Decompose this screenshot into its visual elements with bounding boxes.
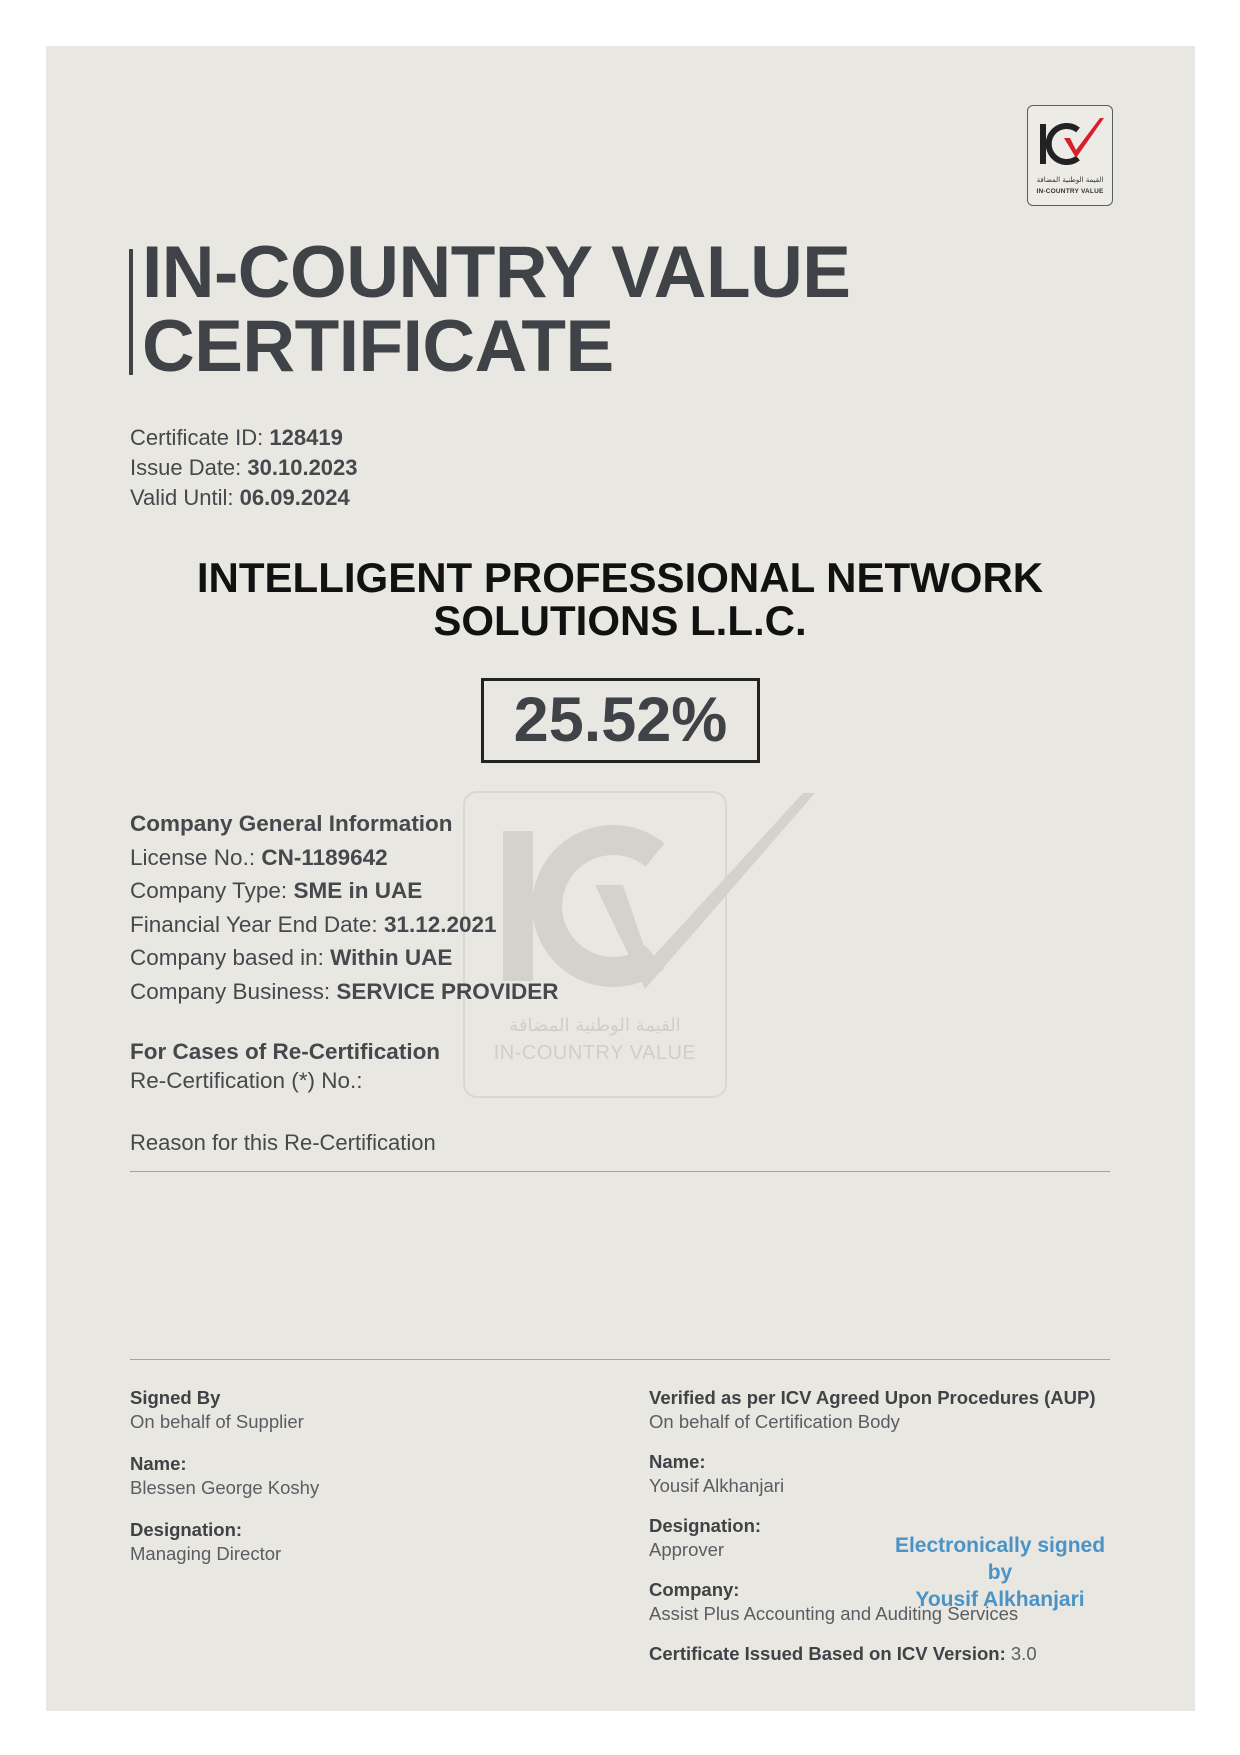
- company-type-label: Company Type:: [130, 878, 288, 903]
- title-accent-bar: [129, 249, 133, 375]
- supplier-name-value: Blessen George Koshy: [130, 1477, 320, 1498]
- license-value: CN-1189642: [261, 844, 388, 870]
- certificate-meta: [130, 423, 358, 513]
- financial-year-row: [130, 908, 559, 942]
- icv-version-row: [649, 1642, 1129, 1666]
- company-general-information: [130, 807, 559, 1008]
- company-name-line-2: SOLUTIONS L.L.C.: [433, 597, 807, 644]
- certifier-company-label: Company:: [649, 1579, 740, 1600]
- company-type-row: [130, 874, 559, 908]
- general-info-heading: Company General Information: [130, 811, 453, 836]
- license-label: License No.:: [130, 844, 256, 870]
- certificate-id-value: 128419: [269, 425, 343, 450]
- recertification-reason-label: Reason for this Re-Certification: [130, 1130, 436, 1155]
- certifier-company-value: Assist Plus Accounting and Auditing Services: [649, 1603, 1019, 1624]
- valid-until-label: Valid Until:: [130, 485, 234, 510]
- divider: [130, 1359, 1110, 1360]
- financial-year-label: Financial Year End Date:: [130, 911, 378, 937]
- certifier-name-label: Name:: [649, 1451, 706, 1472]
- title-line-2: CERTIFICATE: [142, 306, 614, 387]
- license-row: [130, 841, 559, 875]
- title-line-1: IN-COUNTRY VALUE: [142, 232, 851, 313]
- certificate-id-row: [130, 423, 358, 453]
- company-business-value: SERVICE PROVIDER: [336, 978, 559, 1004]
- supplier-name-label: Name:: [130, 1453, 187, 1474]
- company-type-value: SME in UAE: [293, 878, 423, 903]
- watermark-english-text: IN-COUNTRY VALUE: [493, 1042, 697, 1064]
- logo-english-text: IN-COUNTRY VALUE: [1036, 188, 1104, 195]
- company-business-row: [130, 975, 559, 1009]
- valid-until-row: [130, 483, 358, 513]
- company-name: [100, 556, 1140, 642]
- issue-date-label: Issue Date:: [130, 455, 242, 480]
- certifier-designation-value: Approver: [649, 1539, 725, 1560]
- certificate-id-label: Certificate ID:: [130, 425, 264, 450]
- verified-label: Verified as per ICV Agreed Upon Procedures (AUP): [649, 1387, 1096, 1408]
- certifier-name-value: Yousif Alkhanjari: [649, 1475, 785, 1496]
- supplier-signature-block: [130, 1386, 550, 1584]
- signed-by-label: Signed By: [130, 1387, 221, 1408]
- issue-date-value: 30.10.2023: [247, 455, 358, 480]
- certifier-signature-block: [649, 1386, 1129, 1666]
- company-based-value: Within UAE: [330, 945, 453, 970]
- financial-year-value: 31.12.2021: [383, 911, 497, 937]
- esignature-line-2: Yousif Alkhanjari: [915, 1588, 1085, 1611]
- valid-until-value: 06.09.2024: [239, 485, 350, 510]
- company-business-label: Company Business:: [130, 978, 331, 1004]
- signed-by-value: On behalf of Supplier: [130, 1411, 304, 1432]
- logo-arabic-text: القيمة الوطنية المضافة: [1036, 176, 1104, 184]
- supplier-designation-label: Designation:: [130, 1519, 243, 1540]
- recertification-section: [130, 1037, 440, 1095]
- recertification-number-label: Re-Certification (*) No.:: [130, 1068, 363, 1093]
- icv-logo: [1027, 105, 1113, 206]
- company-based-label: Company based in:: [130, 945, 324, 970]
- electronic-signature: [880, 1532, 1120, 1613]
- esignature-line-1: Electronically signed by: [894, 1534, 1106, 1584]
- icv-score-box: 25.52%: [481, 678, 760, 763]
- icv-version-label: Certificate Issued Based on ICV Version:: [649, 1643, 1006, 1664]
- icv-logo-mark: [1034, 112, 1108, 174]
- supplier-designation-value: Managing Director: [130, 1543, 282, 1564]
- certifier-designation-label: Designation:: [649, 1515, 762, 1536]
- page-title: [142, 232, 1042, 387]
- icv-version-value: 3.0: [1010, 1643, 1037, 1664]
- watermark-arabic-text: القيمة الوطنية المضافة: [509, 1015, 681, 1036]
- recertification-heading: For Cases of Re-Certification: [130, 1039, 441, 1064]
- divider: [130, 1171, 1110, 1172]
- verified-value: On behalf of Certification Body: [649, 1411, 900, 1432]
- company-based-row: [130, 941, 559, 975]
- issue-date-row: [130, 453, 358, 483]
- company-name-line-1: INTELLIGENT PROFESSIONAL NETWORK: [196, 554, 1044, 601]
